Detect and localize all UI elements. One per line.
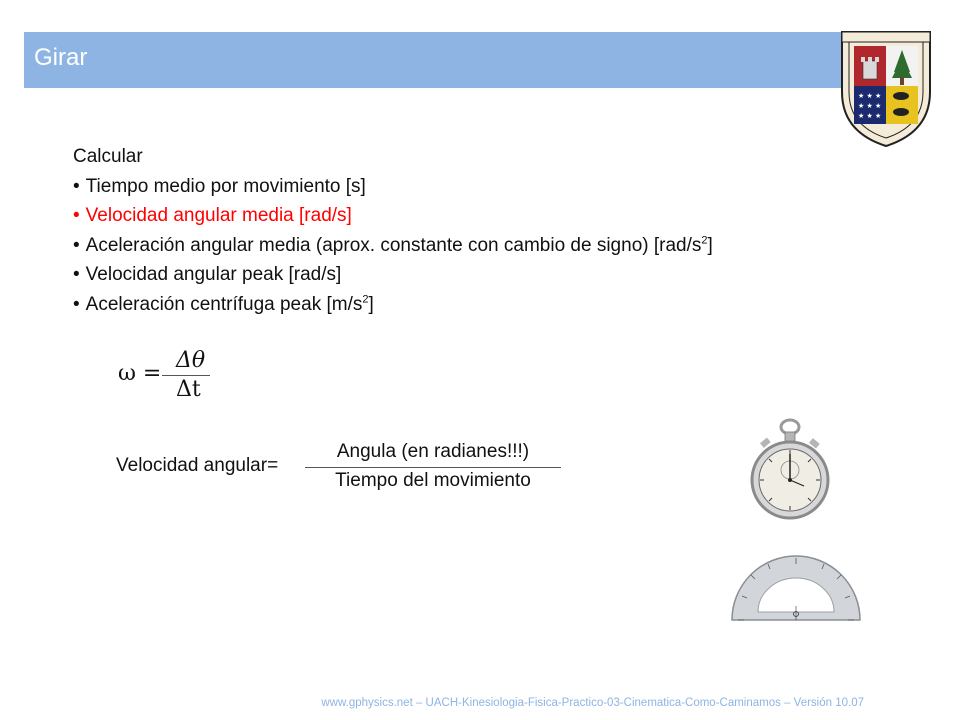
stopwatch-image [748,418,832,524]
svg-text:★ ★ ★: ★ ★ ★ [858,112,882,120]
list-item-label: Velocidad angular peak [rad/s] [85,264,342,285]
velocity-formula-numerator: Angula (en radianes!!!) [336,441,530,462]
fraction-line [162,375,210,376]
list-item-label: Velocidad angular media [rad/s] [85,205,352,226]
list-item-tiempo-medio [73,172,713,202]
list-item-velocidad-angular-peak [73,260,713,290]
velocity-formula-lhs: Velocidad angular= [116,455,279,476]
omega-formula-numerator: Δθ [176,348,206,373]
close-bracket: ] [368,293,374,315]
omega-formula-denominator: Δt [176,377,201,402]
svg-text:★ ★ ★: ★ ★ ★ [858,92,882,100]
velocity-formula-denominator: Tiempo del movimiento [335,470,531,491]
list-item-aceleracion-centrifuga-peak [73,290,713,320]
superscript-2: 2 [362,293,369,306]
slide-title: Girar [34,44,88,71]
title-bar [24,32,892,88]
content-block [73,142,713,319]
stopwatch-icon [748,418,832,524]
protractor-icon [728,546,864,624]
fraction-line [305,467,561,468]
omega-formula-lhs: ω = [118,361,162,386]
content-heading: Calcular [73,146,143,167]
footer-credit: www.gphysics.net – UACH-Kinesiologia-Fisica-Practico-03-Cinematica-Como-Caminamos – Versión 10.07 [321,697,864,709]
list-item-label: Tiempo medio por movimiento [s] [85,175,366,197]
list-item-velocidad-angular-media [73,201,713,231]
list-item-aceleracion-angular-media [73,231,713,261]
close-bracket: ] [707,234,713,256]
svg-text:★ ★ ★: ★ ★ ★ [858,102,882,110]
list-item-label: Aceleración centrífuga peak [m/s [85,293,363,315]
list-item-label: Aceleración angular media (aprox. constante con cambio de signo) [rad/s [85,234,702,256]
university-crest-logo [836,28,936,150]
superscript-2: 2 [701,234,708,247]
university-crest-icon [836,28,936,150]
protractor-image [728,546,864,624]
